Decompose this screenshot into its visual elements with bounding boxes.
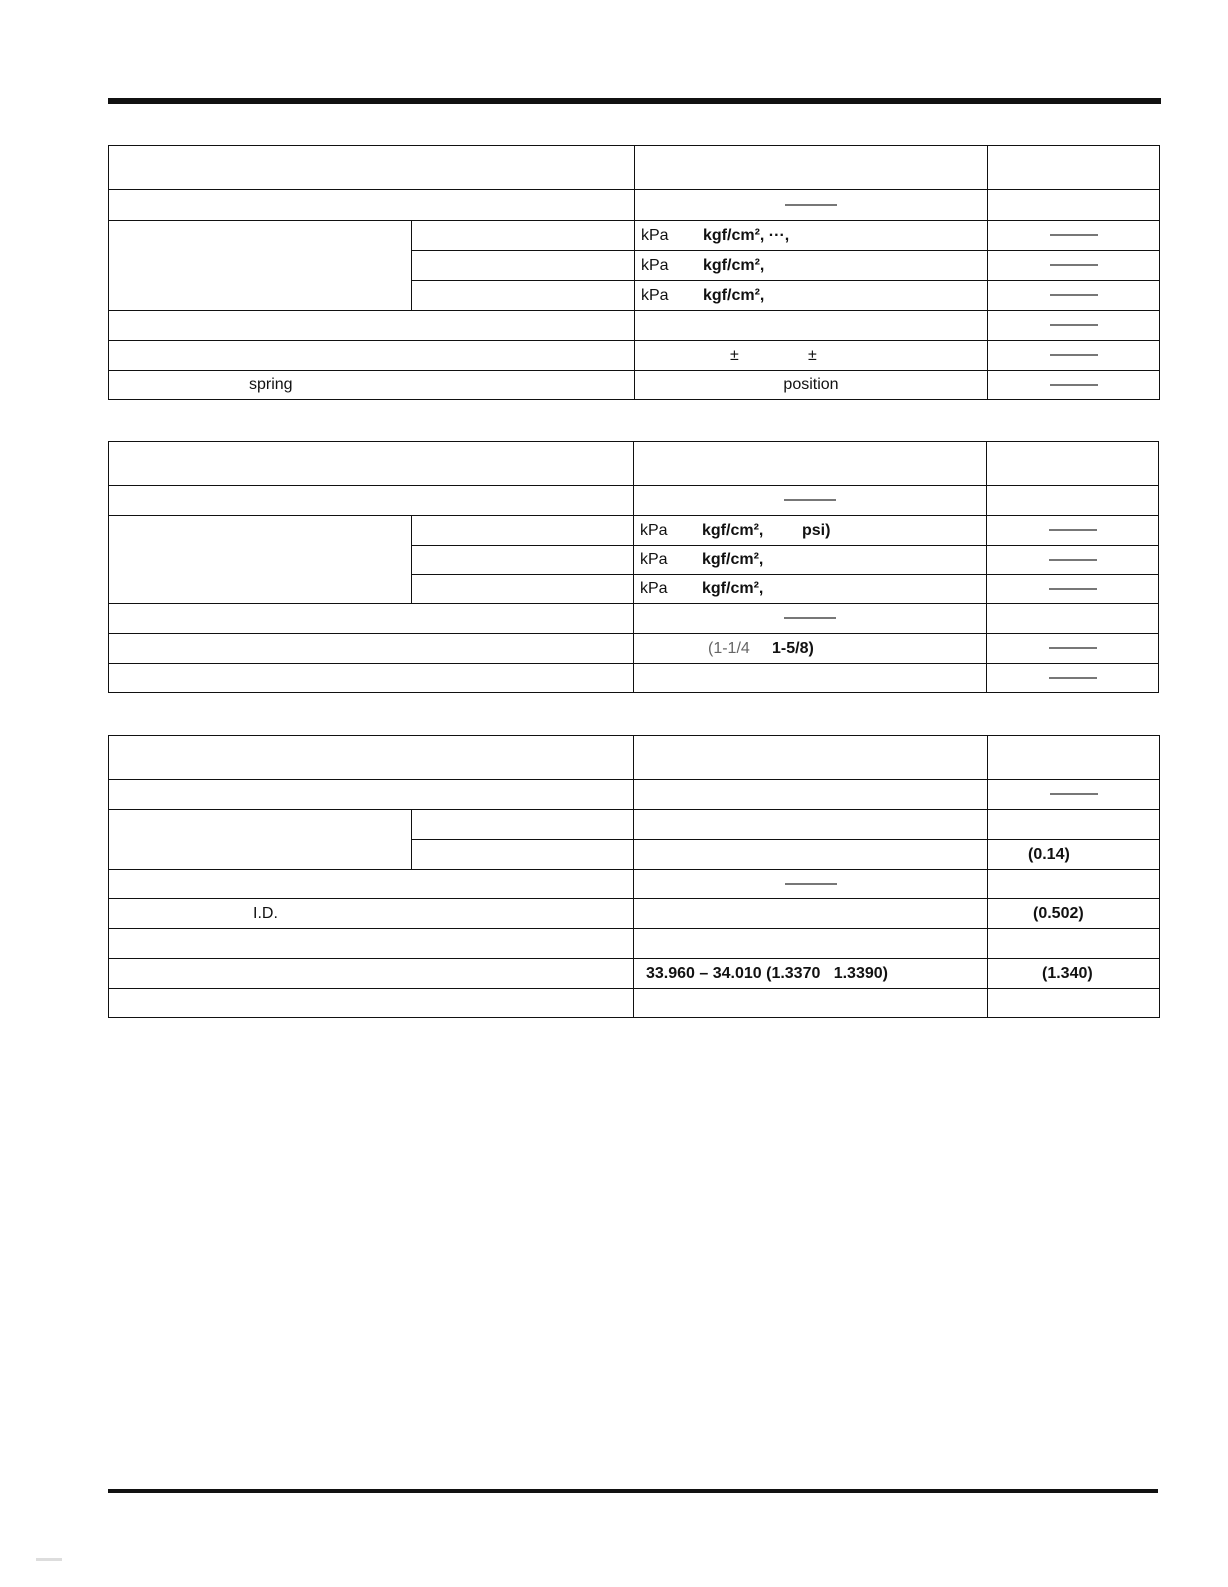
row-standard — [634, 870, 988, 899]
row-limit — [987, 575, 1159, 604]
row-limit — [987, 664, 1159, 693]
header-standard — [635, 146, 988, 190]
row-item-label: I.D. — [253, 904, 278, 922]
row-limit — [988, 870, 1160, 899]
size-fraction: (1-1/4 — [708, 639, 750, 657]
row-item — [109, 870, 634, 899]
row-sub — [412, 575, 634, 604]
not-applicable-dash — [785, 883, 837, 885]
row-standard — [634, 546, 987, 575]
row-limit — [988, 221, 1160, 251]
row-standard — [634, 575, 987, 604]
row-limit — [988, 281, 1160, 311]
row-limit — [987, 516, 1159, 546]
row-standard — [634, 840, 988, 870]
row-standard — [635, 221, 988, 251]
row-standard — [635, 371, 988, 400]
row-sub — [412, 546, 634, 575]
row-standard — [635, 281, 988, 311]
row-item — [109, 486, 634, 516]
row-standard — [634, 780, 988, 810]
row-item — [109, 959, 634, 989]
row-limit — [988, 899, 1160, 929]
row-standard — [634, 959, 988, 989]
row-standard — [635, 190, 988, 221]
row-item — [109, 516, 412, 604]
unit-kgf: kgf/cm², — [703, 286, 765, 304]
unit-kpa: kPa — [641, 286, 669, 304]
row-item — [109, 311, 635, 341]
not-applicable-dash — [1050, 234, 1098, 236]
unit-kgf: kgf/cm², — [703, 256, 765, 274]
table-row — [109, 221, 1160, 251]
table-header-row — [109, 442, 1159, 486]
row-sub — [412, 221, 635, 251]
not-applicable-dash — [785, 204, 837, 206]
row-item — [109, 899, 634, 929]
row-standard — [634, 810, 988, 840]
row-standard — [634, 989, 988, 1018]
header-item — [109, 146, 635, 190]
table-row — [109, 929, 1160, 959]
not-applicable-dash — [1050, 354, 1098, 356]
table-row — [109, 516, 1159, 546]
row-item — [109, 664, 634, 693]
table-row — [109, 604, 1159, 634]
row-standard-label: position — [783, 376, 839, 393]
row-standard — [634, 486, 987, 516]
table-row — [109, 371, 1160, 400]
table-row — [109, 780, 1160, 810]
unit-kpa: kPa — [640, 580, 668, 597]
unit-kgf: kgf/cm², — [702, 551, 764, 568]
plus-minus-symbol: ± — [730, 346, 739, 364]
row-standard — [634, 604, 987, 634]
footer-rule — [108, 1489, 1158, 1493]
table-row — [109, 810, 1160, 840]
not-applicable-dash — [1049, 559, 1097, 561]
row-standard — [634, 899, 988, 929]
row-item — [109, 190, 635, 221]
unit-kpa: kPa — [640, 521, 668, 539]
row-limit — [988, 371, 1160, 400]
row-sub — [412, 251, 635, 281]
table-header-row — [109, 736, 1160, 780]
table-header-row — [109, 146, 1160, 190]
row-item — [109, 341, 635, 371]
row-limit — [988, 311, 1160, 341]
not-applicable-dash — [784, 499, 836, 501]
header-item — [109, 736, 634, 780]
standard-value: 33.960 – 34.010 (1.3370 1.3390) — [646, 964, 888, 982]
row-limit — [987, 546, 1159, 575]
header-item — [109, 442, 634, 486]
not-applicable-dash — [1049, 529, 1097, 531]
table-row — [109, 664, 1159, 693]
table-row — [109, 341, 1160, 371]
table-row — [109, 634, 1159, 664]
not-applicable-dash — [1049, 677, 1097, 679]
unit-kpa: kPa — [640, 551, 668, 568]
row-item — [109, 371, 635, 400]
not-applicable-dash — [1050, 793, 1098, 795]
row-item — [109, 989, 634, 1018]
row-sub — [412, 516, 634, 546]
row-item — [109, 810, 412, 870]
not-applicable-dash — [784, 617, 836, 619]
row-standard — [634, 664, 987, 693]
unit-kpa: kPa — [641, 256, 669, 274]
not-applicable-dash — [1049, 647, 1097, 649]
unit-kgf: kgf/cm², — [702, 580, 764, 597]
not-applicable-dash — [1050, 264, 1098, 266]
row-limit — [988, 251, 1160, 281]
row-standard — [634, 634, 987, 664]
row-standard — [634, 516, 987, 546]
row-limit — [988, 810, 1160, 840]
table-row — [109, 190, 1160, 221]
row-limit — [987, 604, 1159, 634]
not-applicable-dash — [1050, 384, 1098, 386]
row-item — [109, 634, 634, 664]
row-standard — [634, 929, 988, 959]
table-row — [109, 959, 1160, 989]
row-limit — [988, 341, 1160, 371]
row-item-label: spring — [249, 376, 293, 393]
size-fraction: 1-5/8) — [772, 639, 814, 657]
header-standard — [634, 442, 987, 486]
service-limit-value: (1.340) — [1042, 964, 1093, 982]
row-limit — [988, 780, 1160, 810]
unit-psi: psi) — [802, 521, 831, 539]
row-sub — [412, 810, 634, 840]
spec-table-2 — [108, 441, 1159, 693]
row-item — [109, 221, 412, 311]
row-item — [109, 604, 634, 634]
row-limit — [988, 929, 1160, 959]
row-sub — [412, 840, 634, 870]
service-limit-value: (0.14) — [1028, 845, 1070, 863]
header-limit — [988, 146, 1160, 190]
header-rule — [108, 98, 1161, 104]
not-applicable-dash — [1050, 324, 1098, 326]
row-limit — [988, 989, 1160, 1018]
table-row — [109, 311, 1160, 341]
table-row — [109, 486, 1159, 516]
row-limit — [987, 634, 1159, 664]
spec-table-1 — [108, 145, 1160, 400]
row-limit — [988, 190, 1160, 221]
not-applicable-dash — [1050, 294, 1098, 296]
row-standard — [635, 341, 988, 371]
row-limit — [987, 486, 1159, 516]
plus-minus-symbol: ± — [808, 346, 817, 364]
unit-kgf: kgf/cm², — [702, 521, 764, 539]
service-limit-value: (0.502) — [1033, 904, 1084, 922]
header-standard — [634, 736, 988, 780]
row-item — [109, 929, 634, 959]
header-limit — [988, 736, 1160, 780]
unit-kpa: kPa — [641, 226, 669, 244]
table-row — [109, 989, 1160, 1018]
header-limit — [987, 442, 1159, 486]
unit-kgf: kgf/cm², ···, — [703, 226, 790, 244]
table-row — [109, 899, 1160, 929]
row-limit — [988, 840, 1160, 870]
not-applicable-dash — [1049, 588, 1097, 590]
spec-table-3 — [108, 735, 1160, 1018]
row-sub — [412, 281, 635, 311]
scan-artifact — [36, 1558, 62, 1561]
row-standard — [635, 311, 988, 341]
row-standard — [635, 251, 988, 281]
table-row — [109, 870, 1160, 899]
row-limit — [988, 959, 1160, 989]
row-item — [109, 780, 634, 810]
